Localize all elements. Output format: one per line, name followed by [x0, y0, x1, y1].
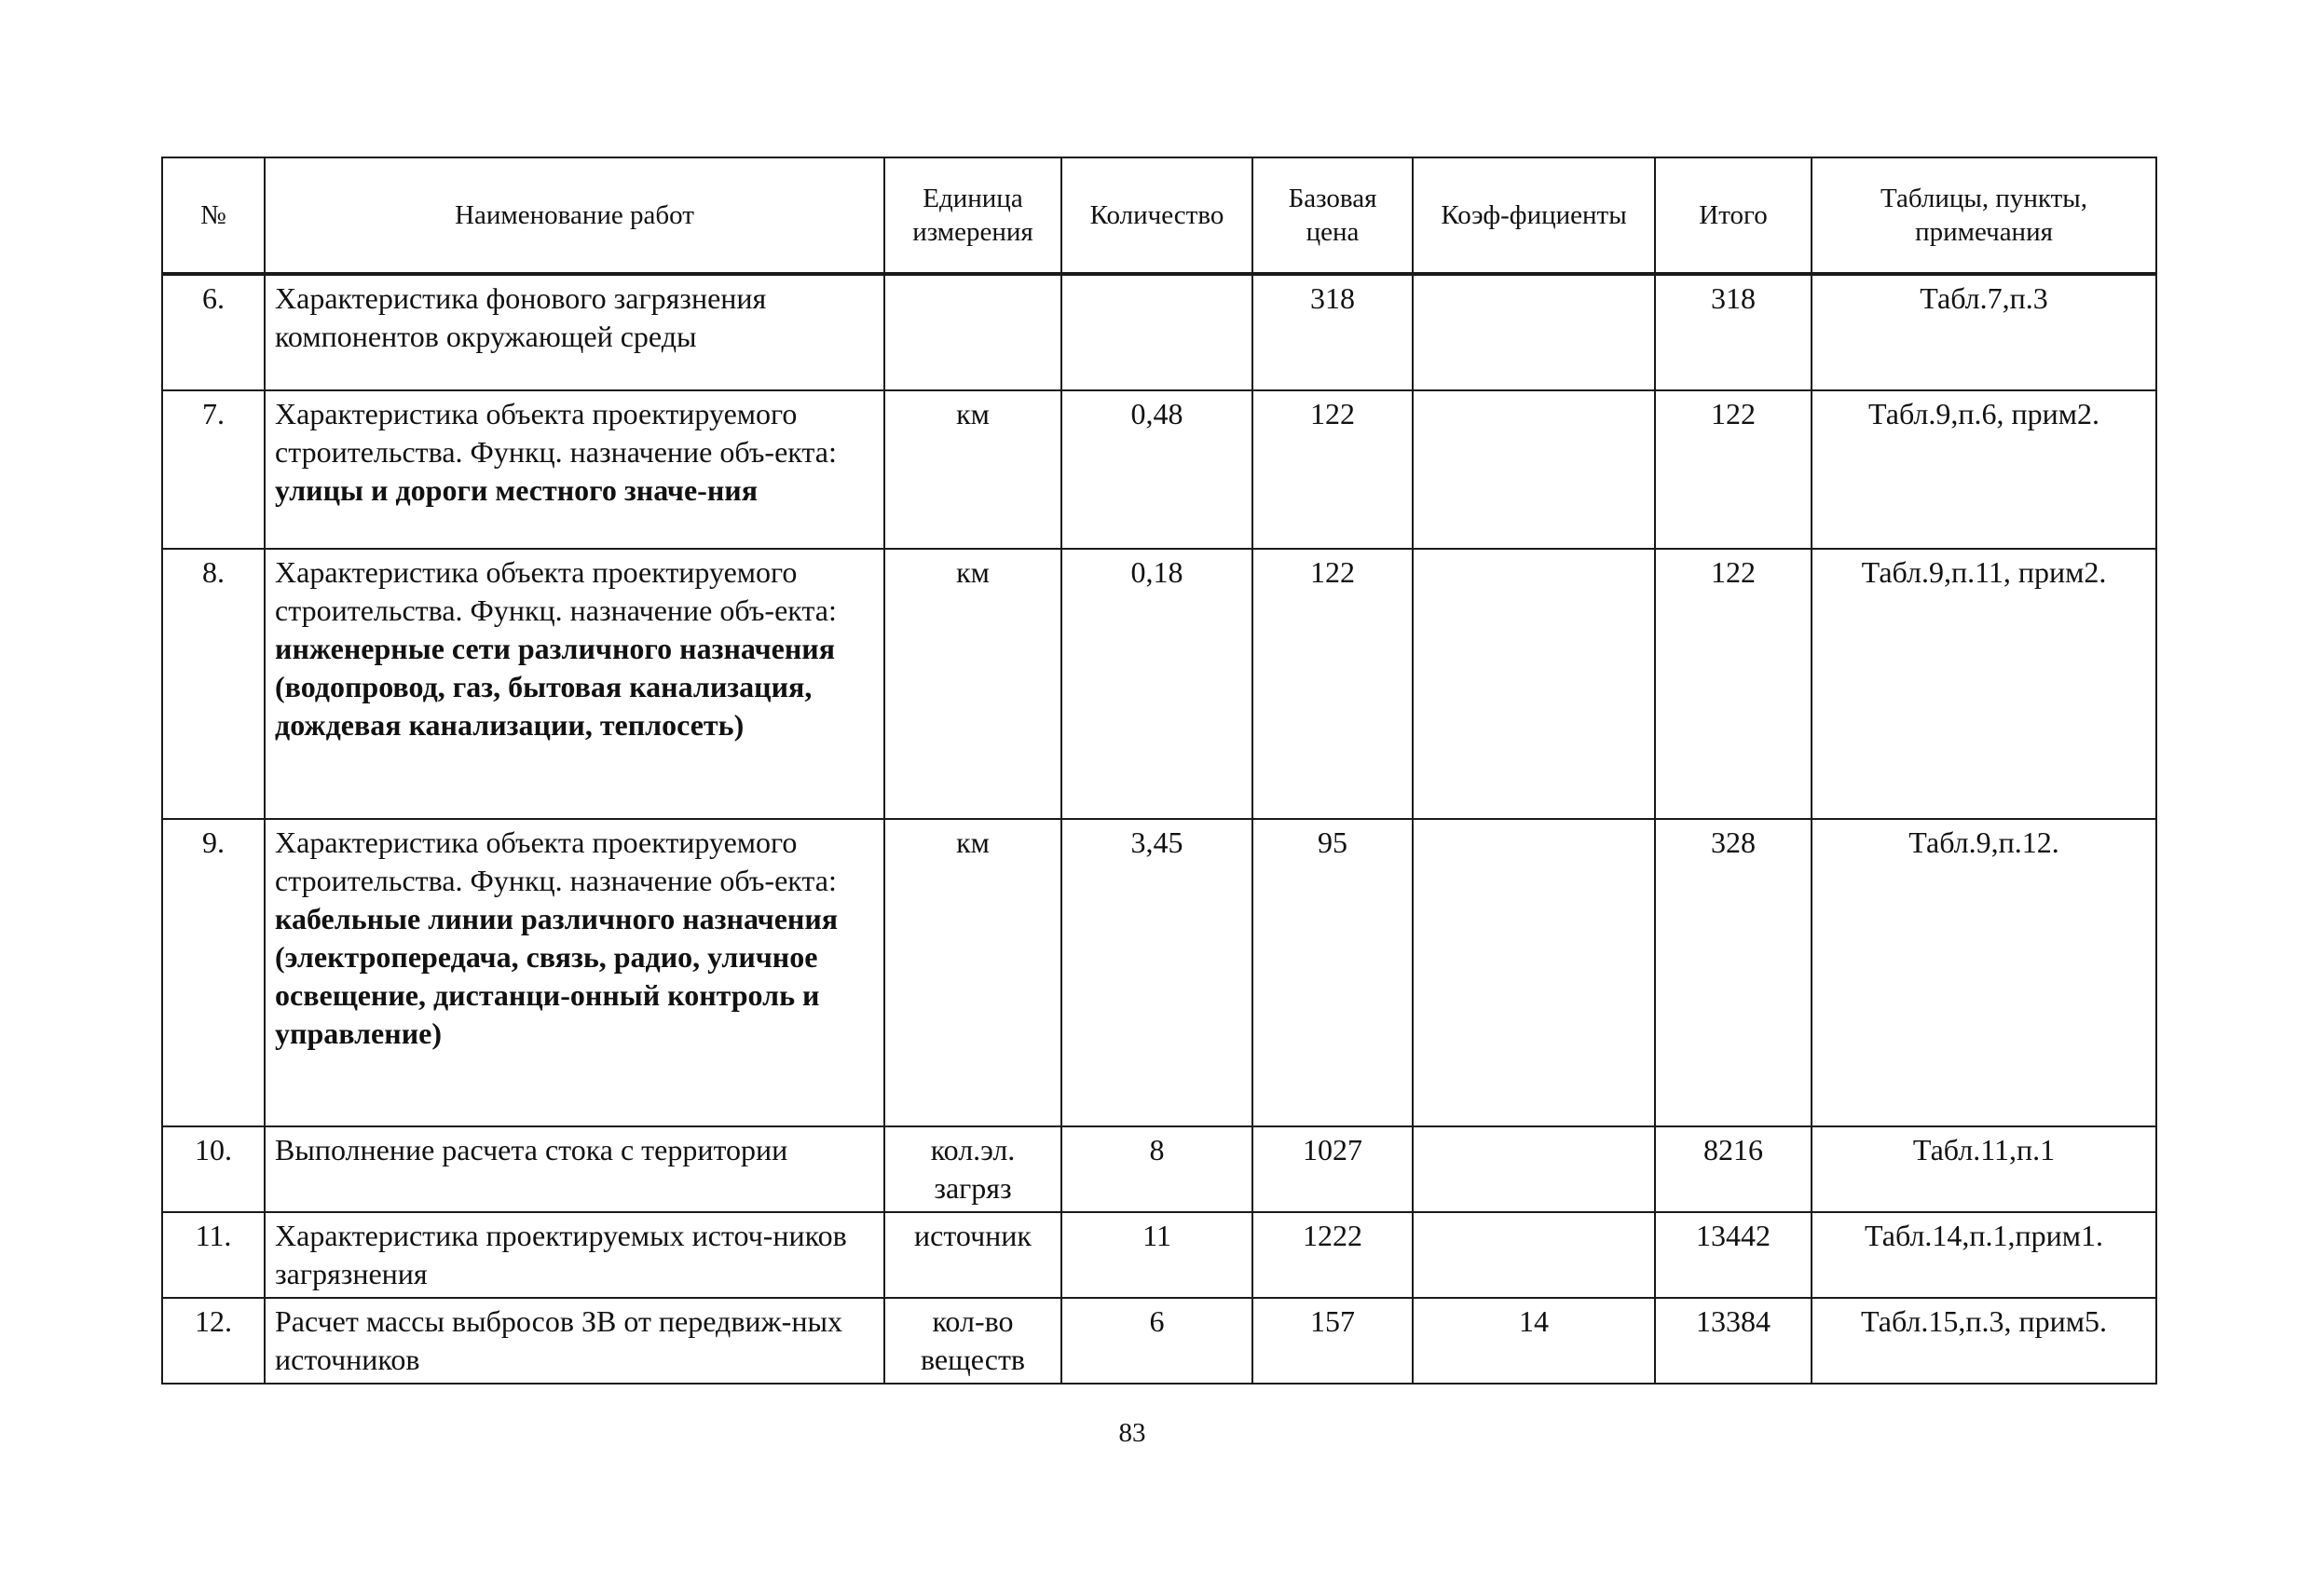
- row-name-plain: Характеристика объекта проектируемого строительства. Функц. назначение объ-екта:: [275, 555, 837, 627]
- row-name: [265, 819, 884, 1126]
- row-name-plain: Выполнение расчета стока с территории: [275, 1133, 788, 1166]
- header-price: Базовая цена: [1252, 157, 1413, 274]
- row-name-plain: Характеристика объекта проектируемого строительства. Функц. назначение объ-екта:: [275, 825, 837, 897]
- row-unit: кол.эл. загряз: [884, 1126, 1061, 1212]
- row-unit: источник: [884, 1212, 1061, 1298]
- row-total: 122: [1655, 549, 1812, 819]
- row-coef: [1413, 819, 1655, 1126]
- row-notes: Табл.14,п.1,прим1.: [1812, 1212, 2156, 1298]
- table-row: [162, 1212, 2156, 1298]
- header-num: №: [162, 157, 265, 274]
- row-name: [265, 549, 884, 819]
- row-notes: Табл.9,п.12.: [1812, 819, 2156, 1126]
- header-name: Наименование работ: [265, 157, 884, 274]
- row-name-plain: Расчет массы выбросов ЗВ от передвиж-ных источников: [275, 1304, 842, 1376]
- table-row: [162, 549, 2156, 819]
- row-unit: км: [884, 390, 1061, 549]
- row-price: 122: [1252, 390, 1413, 549]
- row-notes: Табл.7,п.3: [1812, 274, 2156, 390]
- table-row: [162, 274, 2156, 390]
- header-coef: Коэф-фициенты: [1413, 157, 1655, 274]
- row-price: 1222: [1252, 1212, 1413, 1298]
- header-total: Итого: [1655, 157, 1812, 274]
- row-name: [265, 1298, 884, 1384]
- row-price: 1027: [1252, 1126, 1413, 1212]
- row-total: 328: [1655, 819, 1812, 1126]
- row-qty: [1061, 274, 1252, 390]
- row-num: 7.: [162, 390, 265, 549]
- row-coef: [1413, 1126, 1655, 1212]
- row-num: 8.: [162, 549, 265, 819]
- table-row: [162, 819, 2156, 1126]
- row-qty: 11: [1061, 1212, 1252, 1298]
- row-qty: 8: [1061, 1126, 1252, 1212]
- row-total: 13384: [1655, 1298, 1812, 1384]
- row-unit: кол-во веществ: [884, 1298, 1061, 1384]
- row-price: 318: [1252, 274, 1413, 390]
- row-num: 9.: [162, 819, 265, 1126]
- row-price: 95: [1252, 819, 1413, 1126]
- row-price: 122: [1252, 549, 1413, 819]
- row-notes: Табл.15,п.3, прим5.: [1812, 1298, 2156, 1384]
- cost-table: [161, 157, 2157, 1385]
- row-total: 8216: [1655, 1126, 1812, 1212]
- header-row: [162, 157, 2156, 274]
- row-name-plain: Характеристика объекта проектируемого строительства. Функц. назначение объ-екта:: [275, 397, 837, 469]
- row-qty: 3,45: [1061, 819, 1252, 1126]
- row-num: 12.: [162, 1298, 265, 1384]
- row-notes: Табл.9,п.11, прим2.: [1812, 549, 2156, 819]
- row-name: [265, 1126, 884, 1212]
- header-notes: Таблицы, пункты, примечания: [1812, 157, 2156, 274]
- row-qty: 0,18: [1061, 549, 1252, 819]
- row-name-bold: инженерные сети различного назначения (водопровод, газ, бытовая канализация, дождевая канализации, теплосеть): [275, 632, 836, 742]
- row-unit: км: [884, 549, 1061, 819]
- row-name-bold: кабельные линии различного назначения (электропередача, связь, радио, уличное освещение, дистанци-онный контроль и управление): [275, 902, 839, 1050]
- row-total: 318: [1655, 274, 1812, 390]
- row-coef: 14: [1413, 1298, 1655, 1384]
- row-coef: [1413, 390, 1655, 549]
- row-coef: [1413, 1212, 1655, 1298]
- row-qty: 0,48: [1061, 390, 1252, 549]
- row-name-bold: улицы и дороги местного значе-ния: [275, 473, 758, 507]
- row-name-plain: Характеристика проектируемых источ-ников загрязнения: [275, 1219, 847, 1290]
- row-name-plain: Характеристика фонового загрязнения компонентов окружающей среды: [275, 281, 767, 353]
- row-notes: Табл.11,п.1: [1812, 1126, 2156, 1212]
- row-name: [265, 1212, 884, 1298]
- table-row: [162, 1126, 2156, 1212]
- row-notes: Табл.9,п.6, прим2.: [1812, 390, 2156, 549]
- row-total: 122: [1655, 390, 1812, 549]
- row-coef: [1413, 549, 1655, 819]
- row-unit: км: [884, 819, 1061, 1126]
- row-name: [265, 390, 884, 549]
- row-num: 10.: [162, 1126, 265, 1212]
- row-num: 11.: [162, 1212, 265, 1298]
- row-unit: [884, 274, 1061, 390]
- table-row: [162, 1298, 2156, 1384]
- table-row: [162, 390, 2156, 549]
- row-total: 13442: [1655, 1212, 1812, 1298]
- page-number: 83: [1118, 1418, 1146, 1448]
- row-coef: [1413, 274, 1655, 390]
- header-qty: Количество: [1061, 157, 1252, 274]
- header-unit: Единица измерения: [884, 157, 1061, 274]
- row-qty: 6: [1061, 1298, 1252, 1384]
- row-name: [265, 274, 884, 390]
- row-price: 157: [1252, 1298, 1413, 1384]
- row-num: 6.: [162, 274, 265, 390]
